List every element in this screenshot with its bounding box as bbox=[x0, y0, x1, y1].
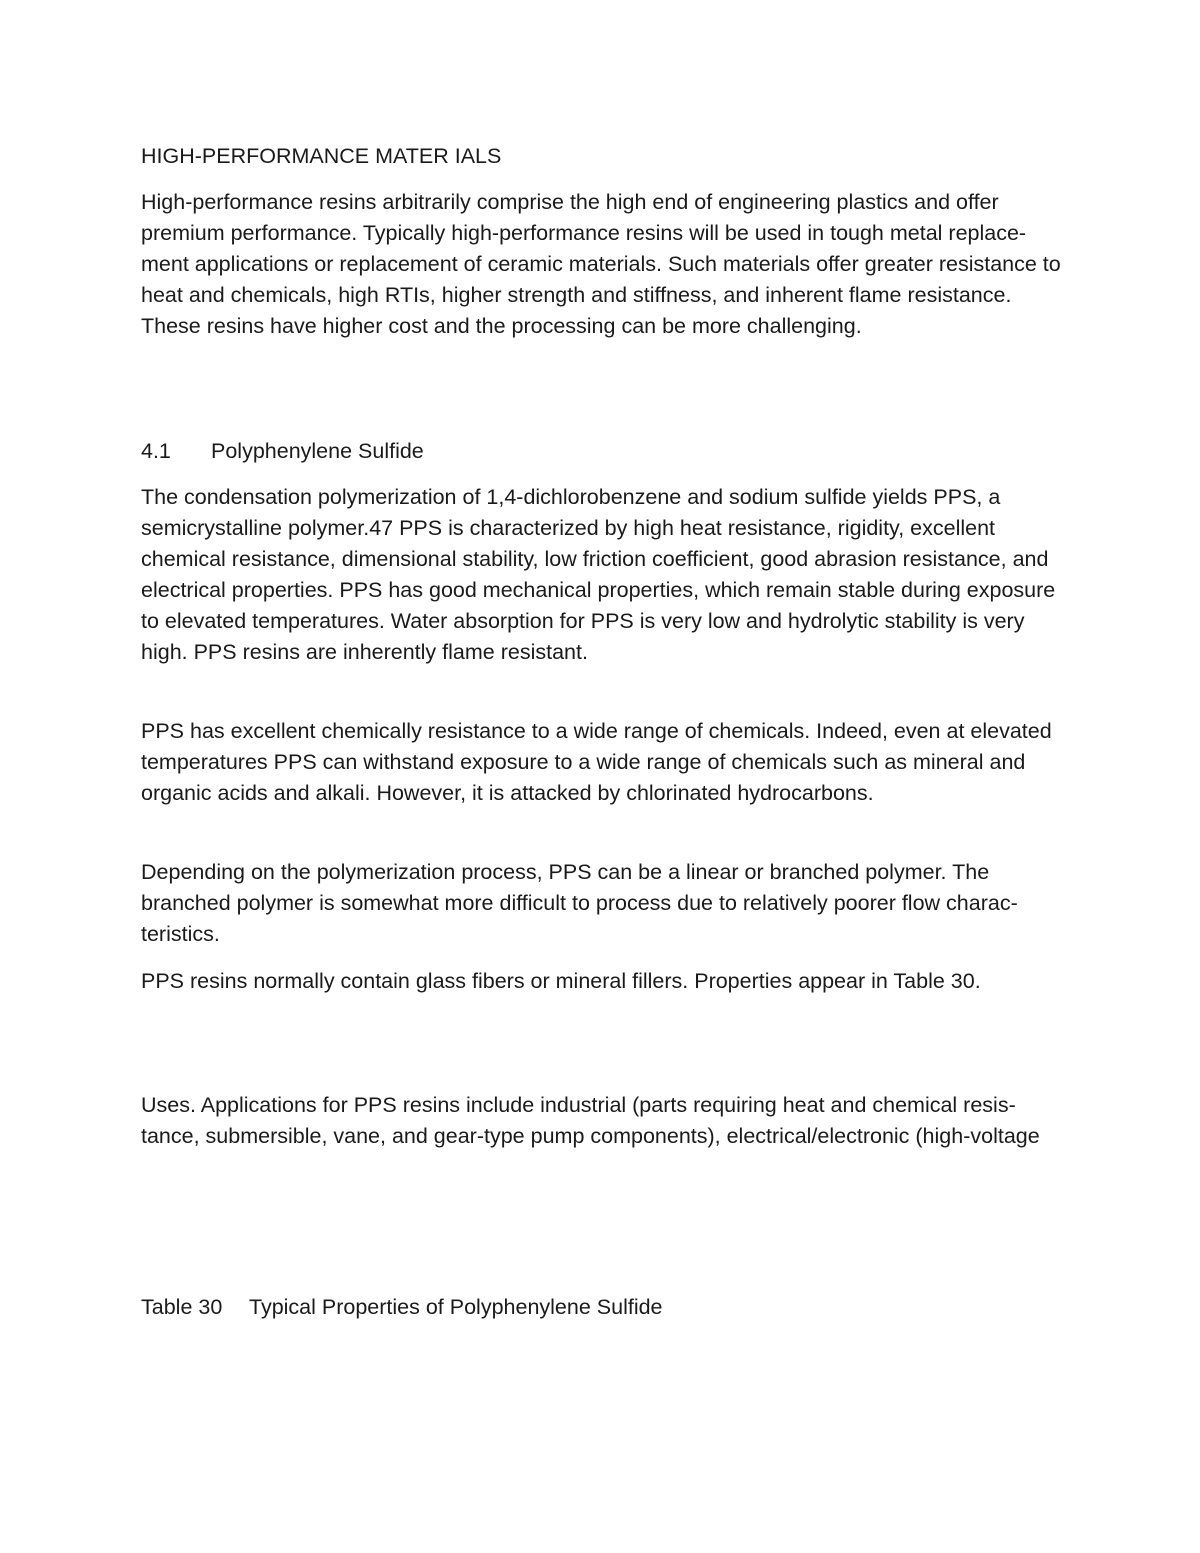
intro-paragraph: High-performance resins arbitrarily comprise the high end of engineering plastics and offer premium performance. Typically high-performance resins will be used in tough metal replace- ment applications or replacement of ceramic materials. Such materials offer greater resistance to heat and chemicals, high RTIs, higher strength and stiffness, and inherent flame resistance. These resins have higher cost and the processing can be more challenging. bbox=[141, 190, 1061, 338]
table-caption-label: Table 30 bbox=[141, 1295, 223, 1319]
table-caption-title: Typical Properties of Polyphenylene Sulfide bbox=[249, 1295, 663, 1319]
paragraph-polymerization: Depending on the polymerization process, PPS can be a linear or branched polymer. The branched polymer is somewhat more difficult to process due to relatively poorer flow charac- teristics. bbox=[141, 860, 1018, 946]
section-heading bbox=[141, 436, 1066, 467]
paragraph-chemical-resistance: PPS has excellent chemically resistance to a wide range of chemicals. Indeed, even at elevated temperatures PPS can withstand exposure to a wide range of chemicals such as mineral and organic acids and alkali. However, it is attacked by chlorinated hydrocarbons. bbox=[141, 719, 1052, 805]
paragraph-fillers: PPS resins normally contain glass fibers or mineral fillers. Properties appear in Table 30. bbox=[141, 969, 981, 993]
paragraph-synthesis: The condensation polymerization of 1,4-dichlorobenzene and sodium sulfide yields PPS, a semicrystalline polymer.47 PPS is characterized by high heat resistance, rigidity, excellent chemical resistance, dimensional stability, low friction coefficient, good abrasion resistance, and electrical properties. PPS has good mechanical properties, which remain stable during exposure to elevated temperatures. Water absorption for PPS is very low and hydrolytic stability is very high. PPS resins are inherently flame resistant. bbox=[141, 485, 1056, 664]
paragraph-uses: Uses. Applications for PPS resins include industrial (parts requiring heat and chemical resis- tance, submersible, vane, and gear-type pump components), electrical/electronic (high-voltage bbox=[141, 1093, 1040, 1148]
table-caption bbox=[141, 1292, 1066, 1323]
document-heading: HIGH-PERFORMANCE MATER IALS bbox=[141, 144, 502, 168]
section-title: Polyphenylene Sulfide bbox=[211, 439, 424, 463]
section-number: 4.1 bbox=[141, 439, 171, 463]
